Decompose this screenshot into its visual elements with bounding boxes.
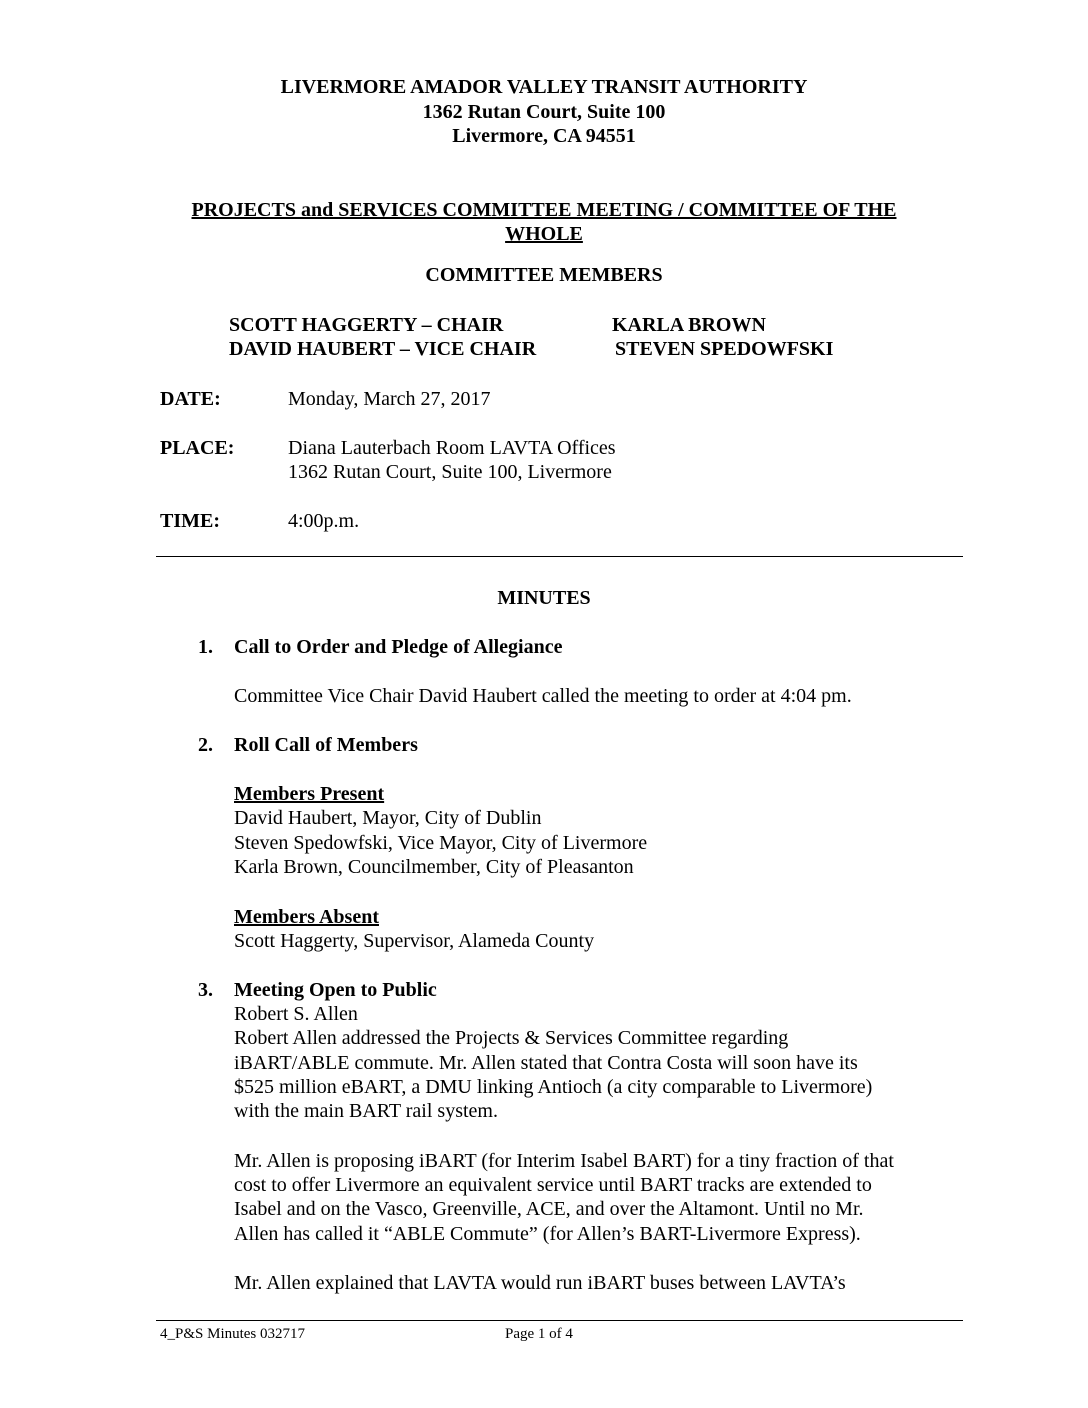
item3-number: 3.: [198, 979, 213, 1001]
paragraph-line: Mr. Allen explained that LAVTA would run iBART buses between LAVTA’s: [234, 1272, 846, 1294]
section-divider: [156, 556, 963, 557]
paragraph-line: Isabel and on the Vasco, Greenville, ACE, and over the Altamont. Until no Mr.: [234, 1198, 864, 1220]
place-value-line1: Diana Lauterbach Room LAVTA Offices: [288, 437, 616, 459]
meeting-title-line1: PROJECTS and SERVICES COMMITTEE MEETING / COMMITTEE OF THE: [191, 199, 897, 221]
item1-title: Call to Order and Pledge of Allegiance: [234, 636, 563, 658]
item1-text: Committee Vice Chair David Haubert called the meeting to order at 4:04 pm.: [234, 685, 852, 707]
footer-divider: [156, 1320, 963, 1321]
member-present: Steven Spedowfski, Vice Mayor, City of Livermore: [234, 832, 648, 854]
member-present: David Haubert, Mayor, City of Dublin: [234, 807, 542, 829]
paragraph-line: Mr. Allen is proposing iBART (for Interim Isabel BART) for a tiny fraction of that: [234, 1150, 894, 1172]
item2-number: 2.: [198, 734, 213, 756]
paragraph-line: $525 million eBART, a DMU linking Antioch (a city comparable to Livermore): [234, 1076, 873, 1098]
paragraph-line: cost to offer Livermore an equivalent service until BART tracks are extended to: [234, 1174, 872, 1196]
item2-title: Roll Call of Members: [234, 734, 418, 756]
paragraph-line: iBART/ABLE commute. Mr. Allen stated that Contra Costa will soon have its: [234, 1052, 858, 1074]
item1-number: 1.: [198, 636, 213, 658]
meeting-title-line2: WHOLE: [505, 223, 583, 245]
committee-members-heading: COMMITTEE MEMBERS: [425, 264, 663, 286]
org-address-line1: 1362 Rutan Court, Suite 100: [422, 101, 666, 123]
item3-title: Meeting Open to Public: [234, 979, 437, 1001]
paragraph-line: Allen has called it “ABLE Commute” (for Allen’s BART-Livermore Express).: [234, 1223, 861, 1245]
members-present-heading: Members Present: [234, 783, 385, 805]
member-present: Karla Brown, Councilmember, City of Pleasanton: [234, 856, 634, 878]
minutes-heading: MINUTES: [497, 587, 591, 609]
speaker-name: Robert S. Allen: [234, 1003, 358, 1025]
member-chair: SCOTT HAGGERTY – CHAIR: [229, 314, 504, 336]
place-label: PLACE:: [160, 437, 235, 459]
footer-doc-id: 4_P&S Minutes 032717: [160, 1326, 306, 1342]
member-right-2: STEVEN SPEDOWFSKI: [615, 338, 834, 360]
member-absent: Scott Haggerty, Supervisor, Alameda County: [234, 930, 595, 952]
date-label: DATE:: [160, 388, 221, 410]
member-right-1: KARLA BROWN: [612, 314, 766, 336]
members-absent-heading: Members Absent: [234, 906, 379, 928]
org-name: LIVERMORE AMADOR VALLEY TRANSIT AUTHORITY: [280, 76, 808, 98]
paragraph-line: Robert Allen addressed the Projects & Services Committee regarding: [234, 1027, 789, 1049]
paragraph-line: with the main BART rail system.: [234, 1100, 498, 1122]
member-vice-chair: DAVID HAUBERT – VICE CHAIR: [229, 338, 537, 360]
footer-page-number: Page 1 of 4: [505, 1326, 573, 1342]
date-value: Monday, March 27, 2017: [288, 388, 491, 410]
time-label: TIME:: [160, 510, 220, 532]
org-address-line2: Livermore, CA 94551: [452, 125, 636, 147]
place-value-line2: 1362 Rutan Court, Suite 100, Livermore: [288, 461, 612, 483]
time-value: 4:00p.m.: [288, 510, 360, 532]
